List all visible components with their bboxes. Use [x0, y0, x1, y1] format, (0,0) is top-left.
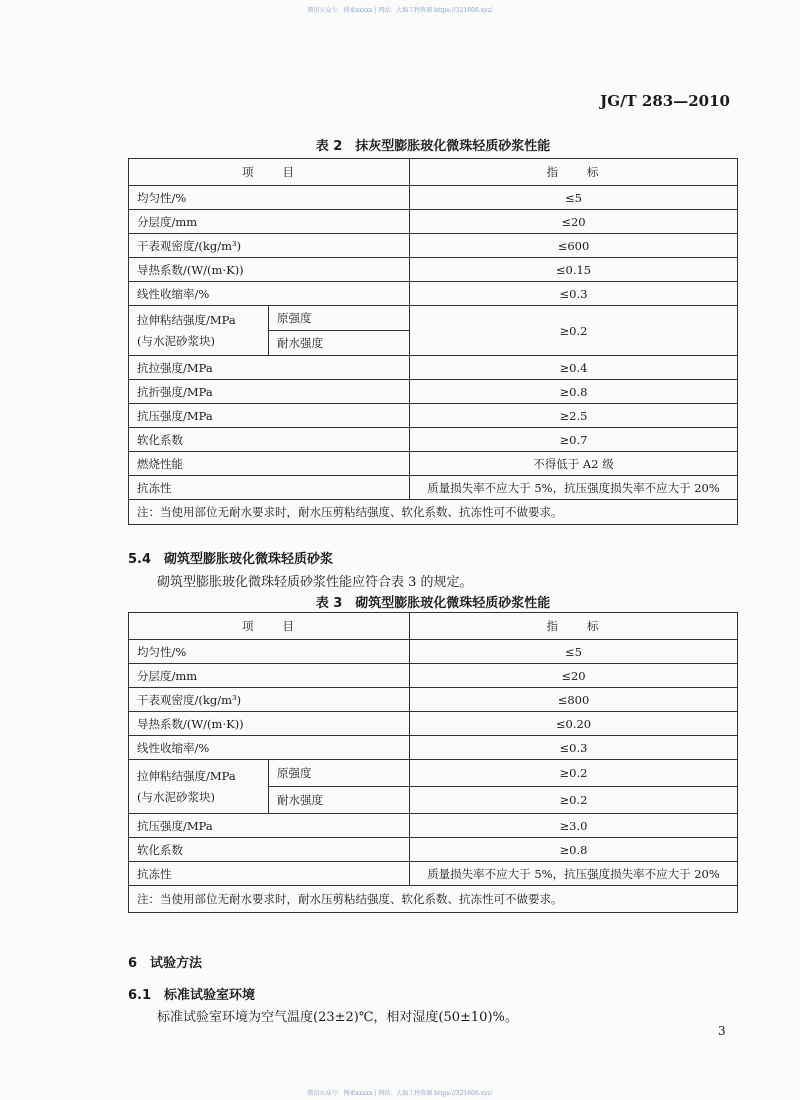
- row-item: 干表观密度/(kg/m³): [129, 688, 410, 712]
- section-6-1-text: 标准试验室环境为空气温度(23±2)℃，相对湿度(50±10)%。: [157, 1010, 518, 1025]
- table-row: [129, 838, 738, 862]
- row-value: ≤0.3: [410, 282, 738, 306]
- row-item: 软化系数: [129, 838, 410, 862]
- table-row: [129, 428, 738, 452]
- merged-label: 拉伸粘结强度/MPa: [137, 768, 236, 783]
- table2-header-item: 项 目: [129, 159, 410, 186]
- row-item: 软化系数: [129, 428, 410, 452]
- row-value: ≤0.20: [410, 712, 738, 736]
- row-item: 导热系数/(W/(m·K)): [129, 258, 410, 282]
- table-row: [129, 258, 738, 282]
- row-value: ≥0.7: [410, 428, 738, 452]
- table-row: [129, 210, 738, 234]
- row-value: ≥0.8: [410, 380, 738, 404]
- table-row: [129, 736, 738, 760]
- merged-label-2: (与水泥砂浆块): [137, 789, 215, 804]
- merged-label-2: (与水泥砂浆块): [137, 333, 215, 348]
- table-row: [129, 862, 738, 886]
- table-row: [129, 452, 738, 476]
- row-value: 不得低于 A2 级: [410, 452, 738, 476]
- table-row: [129, 712, 738, 736]
- table2-title: 表 2 抹灰型膨胀玻化微珠轻质砂浆性能: [315, 139, 551, 154]
- row-value: 质量损失率不应大于 5%，抗压强度损失率不应大于 20%: [410, 862, 738, 886]
- standard-number: JG/T 283—2010: [600, 92, 730, 110]
- table3-header-item: 项 目: [129, 613, 410, 640]
- page-number: 3: [718, 1024, 726, 1038]
- section-6-1-heading: 6.1 标准试验室环境: [128, 988, 256, 1003]
- merged-label: 拉伸粘结强度/MPa: [137, 312, 236, 327]
- watermark-top: 微信公众号：搜索xxxxx | 网站：大脑工程资源 https://321606.xyz/: [307, 7, 493, 14]
- row-value: ≥0.4: [410, 356, 738, 380]
- row-item: 抗冻性: [129, 862, 410, 886]
- table3-note: 注：当使用部位无耐水要求时，耐水压剪粘结强度、软化系数、抗冻性可不做要求。: [129, 886, 738, 913]
- row-value: 质量损失率不应大于 5%，抗压强度损失率不应大于 20%: [410, 476, 738, 500]
- table3-header-index: 指 标: [410, 613, 738, 640]
- row-item: 线性收缩率/%: [129, 736, 410, 760]
- row-item: 分层度/mm: [129, 210, 410, 234]
- value-original: ≥0.2: [410, 760, 738, 787]
- table2-note: 注：当使用部位无耐水要求时，耐水压剪粘结强度、软化系数、抗冻性可不做要求。: [129, 500, 738, 525]
- row-item: 均匀性/%: [129, 640, 410, 664]
- row-item: 线性收缩率/%: [129, 282, 410, 306]
- row-item: 燃烧性能: [129, 452, 410, 476]
- row-value: ≤0.3: [410, 736, 738, 760]
- table-row: [129, 814, 738, 838]
- row-item: 抗压强度/MPa: [129, 814, 410, 838]
- table-row: [129, 234, 738, 258]
- section-6-heading: 6 试验方法: [128, 956, 203, 971]
- table-row: [129, 404, 738, 428]
- row-value: ≤20: [410, 664, 738, 688]
- row-item: 抗压强度/MPa: [129, 404, 410, 428]
- row-value: ≤600: [410, 234, 738, 258]
- table-row: [129, 186, 738, 210]
- table2: [128, 158, 738, 525]
- table-row: [129, 282, 738, 306]
- row-item: 干表观密度/(kg/m³): [129, 234, 410, 258]
- row-value: ≥0.8: [410, 838, 738, 862]
- row-item: 抗折强度/MPa: [129, 380, 410, 404]
- row-item: 分层度/mm: [129, 664, 410, 688]
- watermark-bottom: 微信公众号：搜索xxxxx | 网站：大脑工程资源 https://321606.xyz/: [307, 1090, 493, 1097]
- sub-water: 耐水强度: [269, 331, 410, 356]
- row-item: 均匀性/%: [129, 186, 410, 210]
- table-row: [129, 476, 738, 500]
- row-value: ≤800: [410, 688, 738, 712]
- row-value: ≥3.0: [410, 814, 738, 838]
- row-item: 抗冻性: [129, 476, 410, 500]
- sub-original: 原强度: [269, 760, 410, 787]
- sub-water: 耐水强度: [269, 787, 410, 814]
- table-row: [129, 664, 738, 688]
- table-row: [129, 356, 738, 380]
- row-value: ≤5: [410, 640, 738, 664]
- table-row: [129, 688, 738, 712]
- row-value: ≤5: [410, 186, 738, 210]
- row-value: ≤20: [410, 210, 738, 234]
- table3: [128, 612, 738, 913]
- table3-title: 表 3 砌筑型膨胀玻化微珠轻质砂浆性能: [315, 596, 551, 611]
- value-water: ≥0.2: [410, 787, 738, 814]
- table2-header-index: 指 标: [410, 159, 738, 186]
- sub-original: 原强度: [269, 306, 410, 331]
- merged-value: ≥0.2: [410, 306, 738, 356]
- table-row: [129, 640, 738, 664]
- row-item: 导热系数/(W/(m·K)): [129, 712, 410, 736]
- table-row: [129, 380, 738, 404]
- row-value: ≤0.15: [410, 258, 738, 282]
- row-item: 抗拉强度/MPa: [129, 356, 410, 380]
- row-value: ≥2.5: [410, 404, 738, 428]
- section-5-4-heading: 5.4 砌筑型膨胀玻化微珠轻质砂浆: [128, 552, 334, 567]
- section-5-4-text: 砌筑型膨胀玻化微珠轻质砂浆性能应符合表 3 的规定。: [157, 575, 473, 590]
